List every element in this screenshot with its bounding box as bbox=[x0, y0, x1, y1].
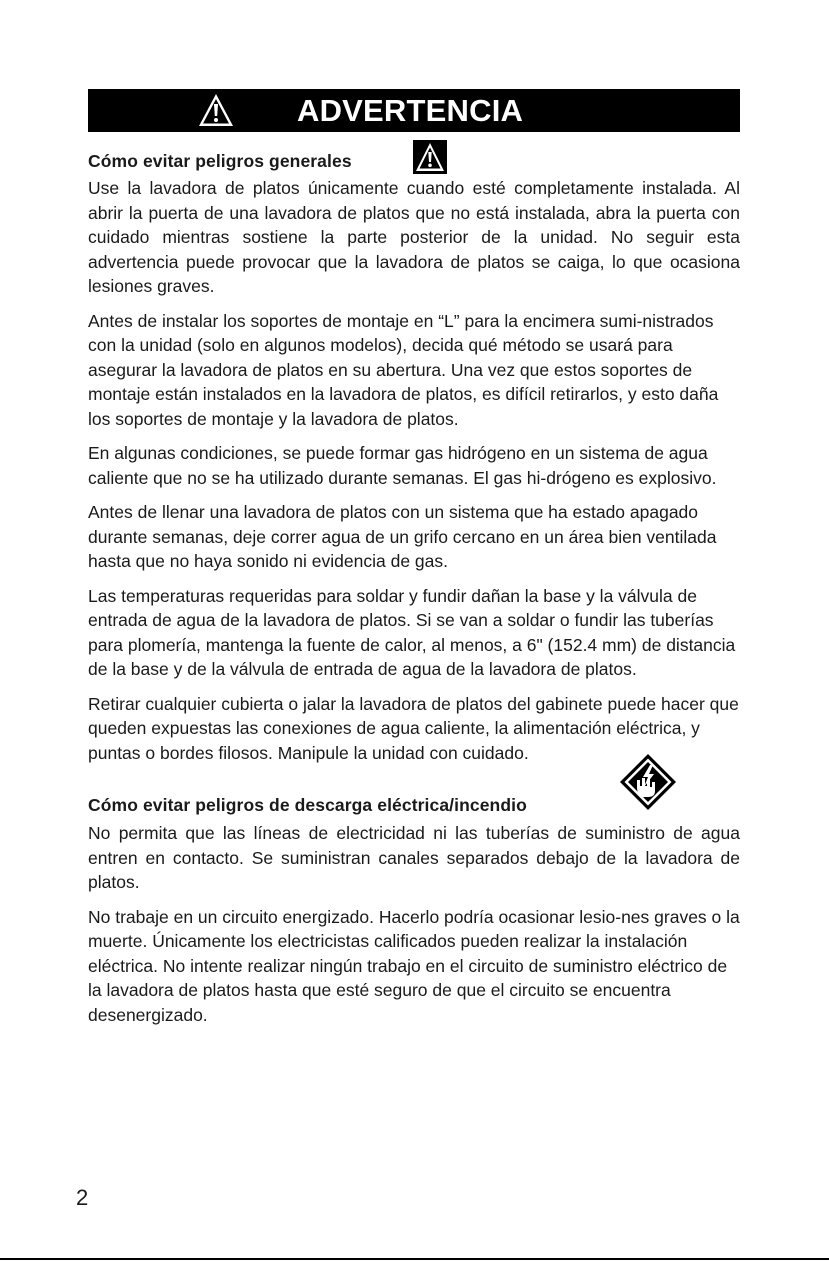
section-general-heading-row bbox=[88, 144, 740, 176]
paragraph: Antes de llenar una lavadora de platos con un sistema que ha estado apagado durante semanas, deje correr agua de un grifo cercano en un área bien ventilada hasta que no haya sonido ni evidencia de gas. bbox=[88, 502, 717, 571]
section-electric-heading: Cómo evitar peligros de descarga eléctrica/incendio bbox=[88, 795, 527, 815]
paragraph: Antes de instalar los soportes de montaje en “L” para la encimera sumi-nistrados con la unidad (solo en algunos modelos), decida qué método se usará para asegurar la lavadora de platos en su abertura. Una vez que estos soportes de montaje están instalados en la lavadora de platos, es difícil retirarlos, y esto daña los soportes de montaje y la lavadora de platos. bbox=[88, 310, 719, 429]
banner-title: ADVERTENCIA bbox=[297, 93, 524, 128]
paragraph: Las temperaturas requeridas para soldar y fundir dañan la base y la válvula de entrada de agua de la lavadora de platos. Si se van a soldar o fundir las tuberías para plomería, mantenga la fuente de calor, al menos, a 6" (152.4 mm) de distancia de la base y de la válvula de entrada de agua de la lavadora de platos. bbox=[88, 585, 736, 679]
paragraph: No trabaje en un circuito energizado. Hacerlo podría ocasionar lesio-nes graves o la muerte. Únicamente los electricistas calificados pueden realizar la instalación eléctrica. No intente realizar ningún trabajo en el circuito de suministro eléctrico de la lavadora de platos hasta que esté seguro de que el circuito se encuentra desenergizado. bbox=[88, 906, 740, 1025]
warning-banner bbox=[88, 89, 740, 132]
electric-shock-hazard-icon bbox=[619, 753, 677, 811]
paragraph: Retirar cualquier cubierta o jalar la lavadora de platos del gabinete puede hacer que queden expuestas las conexiones de agua caliente, la alimentación eléctrica, y puntas o bordes filosos. Manipule la unidad con cuidado. bbox=[88, 693, 739, 763]
page-number: 2 bbox=[76, 1185, 89, 1210]
paragraph: En algunas condiciones, se puede formar gas hidrógeno en un sistema de agua caliente que no se ha utilizado durante semanas. El gas hi-drógeno es explosivo. bbox=[88, 443, 717, 488]
bottom-rule bbox=[0, 1258, 829, 1260]
warning-triangle-icon bbox=[198, 93, 234, 127]
paragraph: No permita que las líneas de electricidad ni las tuberías de suministro de agua entren en contacto. Se suministran canales separados debajo de la lavadora de platos. bbox=[88, 823, 740, 892]
paragraph: Use la lavadora de platos únicamente cuando esté completamente instalada. Al abrir la puerta de una lavadora de platos que no está instalada, abra la puerta con cuidado mientras sostiene la parte posterior de la unidad. No seguir esta advertencia puede provocar que la lavadora de platos se caiga, lo que ocasiona lesiones graves. bbox=[88, 178, 740, 296]
warning-page bbox=[88, 89, 740, 1037]
warning-triangle-box-icon bbox=[413, 140, 447, 174]
section-general-heading: Cómo evitar peligros generales bbox=[88, 151, 352, 171]
section-electric-heading-row bbox=[88, 775, 740, 821]
